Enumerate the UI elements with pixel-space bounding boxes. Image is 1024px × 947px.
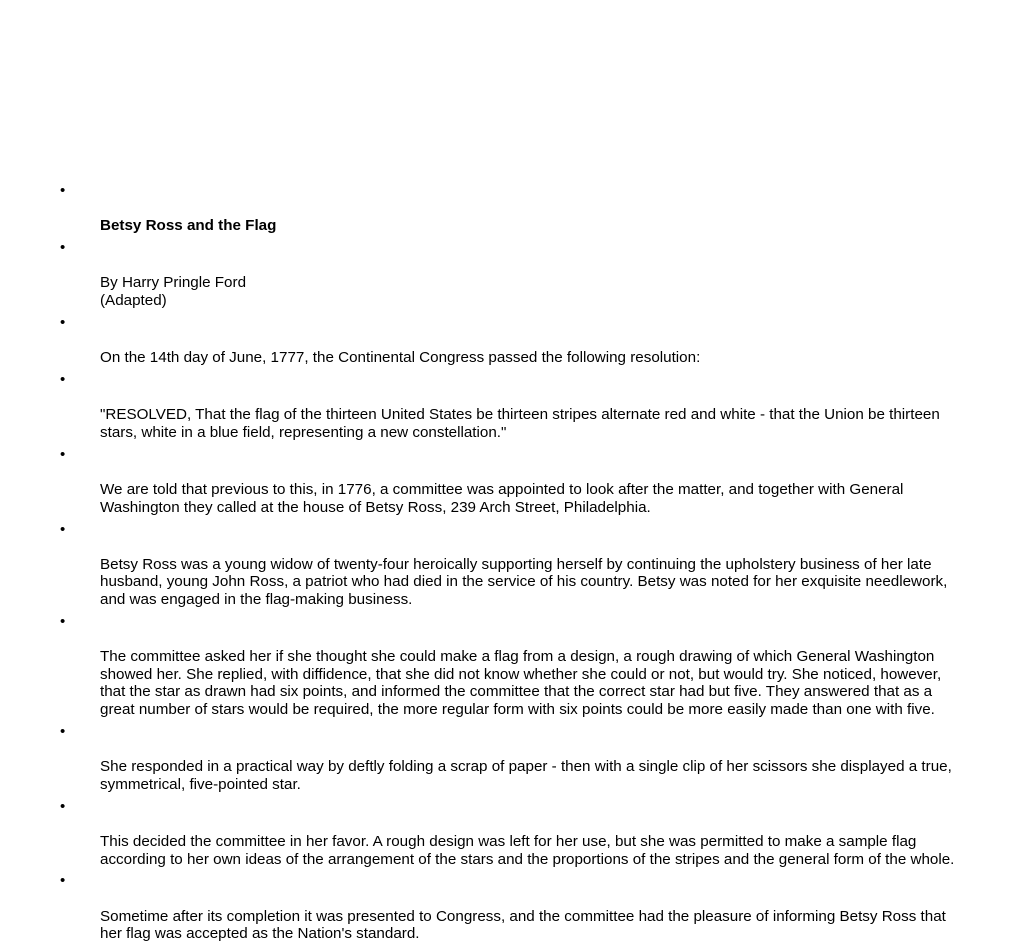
slide-content (58, 182, 968, 947)
bullet-icon: • (60, 722, 66, 740)
list-item (58, 314, 968, 367)
bullet-icon: • (60, 182, 66, 199)
list-item-byline (58, 239, 968, 309)
paragraph-text: Betsy Ross was a young widow of twenty-four heroically supporting herself by continuing the upholstery business of her late husband, young John Ross, a patriot who had died in the service of his country. Betsy was noted for her exquisite needlework, and was engaged in the flag-making business. (100, 555, 948, 609)
paragraph-text: She responded in a practical way by deftly folding a scrap of paper - then with a single clip of her scissors she displayed a true, symmetrical, five-pointed star. (100, 758, 952, 793)
bullet-list (58, 182, 968, 943)
paragraph-text: The committee asked her if she thought she could make a flag from a design, a rough drawing of which General Washington showed her. She replied, with diffidence, that she did not know whether she could or not, but would try. She noticed, however, that the star as drawn had six points, and informed the committee that the correct star had but five. They answered that as a great number of stars would be required, the more regular form with six points could be more easily made than one with five. (100, 648, 942, 718)
bullet-icon: • (60, 613, 66, 630)
paragraph-text: We are told that previous to this, in 1776, a committee was appointed to look after the matter, and together with General Washington they called at the house of Betsy Ross, 239 Arch Street, Philadelphia. (100, 481, 904, 516)
list-item (58, 798, 968, 868)
list-item (58, 723, 968, 793)
author-byline: By Harry Pringle Ford (Adapted) (100, 274, 247, 309)
paragraph-text: On the 14th day of June, 1777, the Continental Congress passed the following resolution: (100, 349, 701, 367)
paragraph-text: Sometime after its completion it was presented to Congress, and the committee had the pleasure of informing Betsy Ross that her flag was accepted as the Nation's standard. (100, 907, 946, 943)
list-item (58, 446, 968, 516)
list-item-title (58, 182, 968, 235)
paragraph-text: This decided the committee in her favor. A rough design was left for her use, but she was permitted to make a sample flag according to her own ideas of the arrangement of the stars and the proportions of the stripes and the general form of the whole. (100, 832, 955, 868)
list-item (58, 613, 968, 719)
bullet-icon: • (60, 445, 66, 463)
list-item (58, 521, 968, 609)
story-title: Betsy Ross and the Flag (100, 217, 277, 235)
bullet-icon: • (60, 797, 66, 815)
list-item (58, 371, 968, 441)
bullet-icon: • (60, 239, 66, 257)
bullet-icon: • (60, 371, 66, 389)
bullet-icon: • (60, 520, 66, 538)
list-item (58, 872, 968, 942)
bullet-icon: • (60, 872, 66, 890)
paragraph-text: "RESOLVED, That the flag of the thirteen United States be thirteen stripes alternate red and white - that the Union be thirteen stars, white in a blue field, representing a new constellation." (100, 406, 940, 441)
bullet-icon: • (60, 313, 66, 331)
